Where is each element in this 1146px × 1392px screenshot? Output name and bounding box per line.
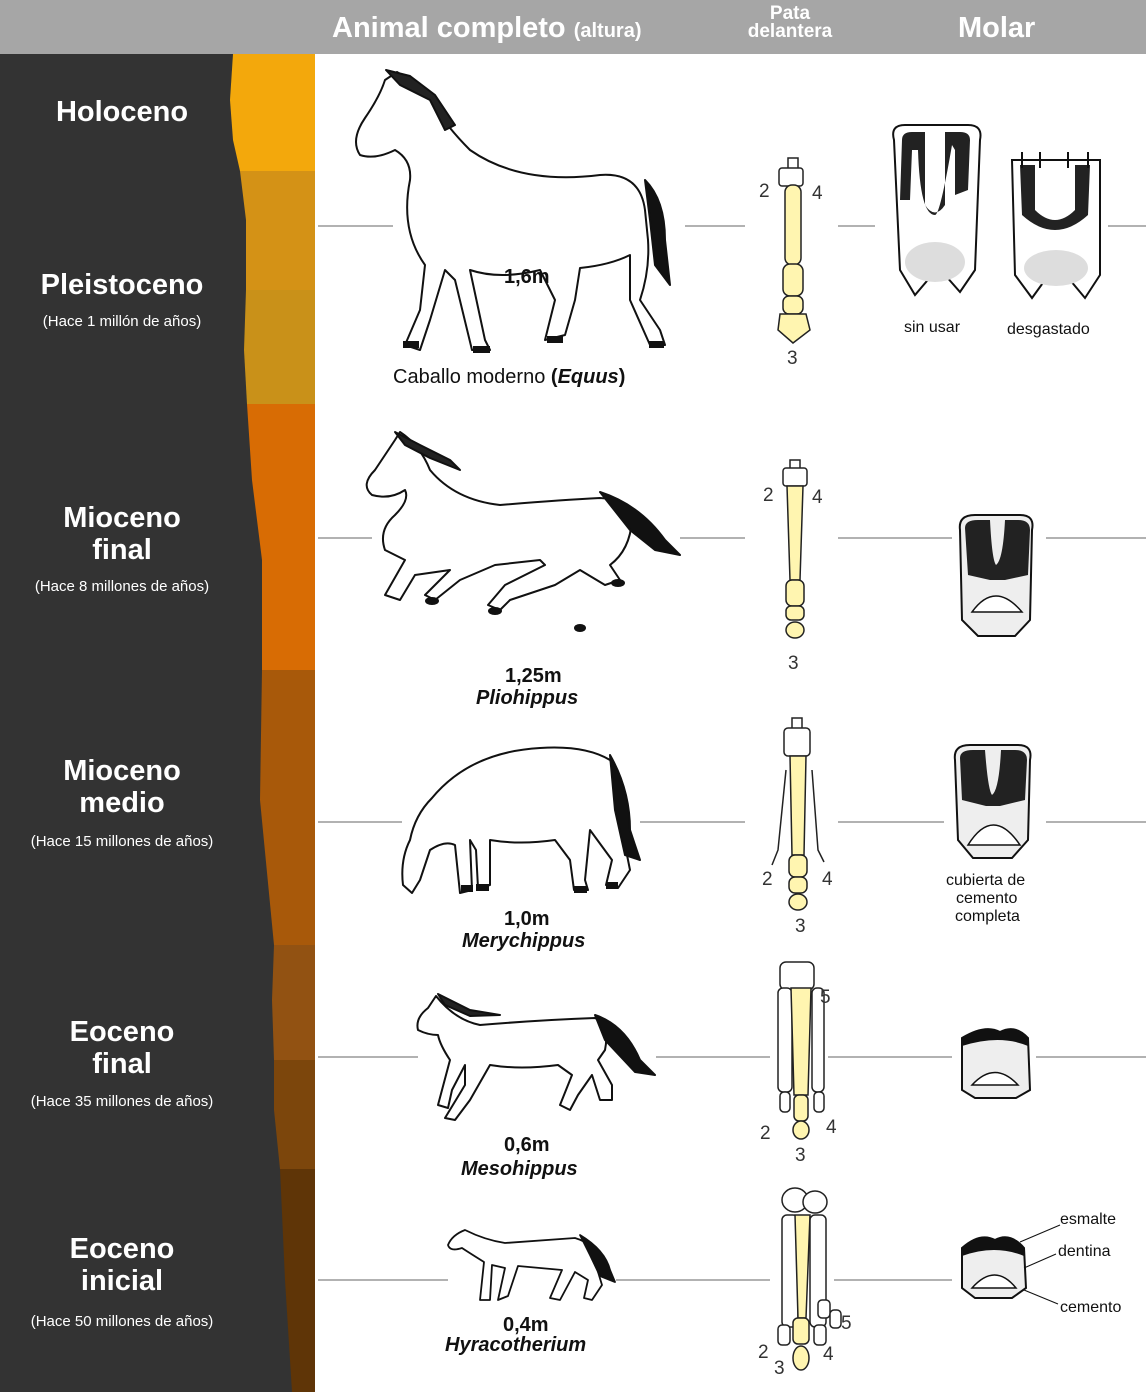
digit-3-merychippus: 3 [795,916,806,937]
height-equus: 1,6m [504,266,550,288]
molar-mesohippus [962,1029,1030,1098]
molar-label-cement-2: cemento [956,890,1018,907]
era-eoceno-final: Eoceno final [69,1016,175,1080]
digit-3-hyracotherium: 3 [774,1358,785,1379]
era-mioceno-medio: Mioceno medio [63,755,181,819]
leg-mesohippus [778,962,824,1139]
era-mioceno-medio-age: (Hace 15 millones de años) [30,833,214,850]
era-pleistoceno: Pleistoceno [40,269,204,301]
digit-5-mesohippus: 5 [820,987,831,1008]
molar-label-enamel: esmalte [1060,1211,1117,1228]
digit-4-mesohippus: 4 [826,1117,837,1138]
stratum-pleistoceno-upper [240,171,315,290]
leg-equus [778,158,810,343]
species-merychippus: Merychippus [462,930,586,952]
height-pliohippus: 1,25m [505,665,562,687]
digit-5-hyracotherium: 5 [841,1313,852,1334]
digit-3-pliohippus: 3 [788,653,799,674]
digit-2-merychippus: 2 [762,869,773,890]
header-height-note: (altura) [573,20,642,42]
digit-3-equus: 3 [787,348,798,369]
enamel-pointer [1020,1225,1060,1242]
stratum-eoceno-final-lower [274,1060,315,1169]
geologic-strata [230,54,315,1392]
digit-3-mesohippus: 3 [795,1145,806,1166]
molar-label-worn: desgastado [1007,321,1090,338]
digit-4-hyracotherium: 4 [823,1344,834,1365]
era-holoceno: Holoceno [55,96,189,128]
molar-label-cement-3: completa [955,908,1020,925]
species-pliohippus: Pliohippus [476,687,579,709]
horse-hyracotherium [448,1230,615,1300]
digit-2-hyracotherium: 2 [758,1342,769,1363]
hooves [403,336,664,353]
digit-2-equus: 2 [759,181,770,202]
digit-4-merychippus: 4 [822,869,833,890]
molar-merychippus [955,745,1031,858]
molar-label-unused: sin usar [904,319,961,336]
species-mesohippus: Mesohippus [461,1158,578,1180]
leg-hyracotherium [778,1188,841,1370]
header-front-leg: Pata delantera [747,3,833,42]
horse-equus [356,70,670,353]
stratum-mioceno-medio [260,670,315,945]
height-merychippus: 1,0m [504,908,550,930]
molar-worn [1012,152,1100,298]
molar-hyracotherium [962,1225,1060,1304]
molar-label-dentin: dentina [1058,1243,1111,1260]
height-mesohippus: 0,6m [504,1134,550,1156]
era-mioceno-final: Mioceno final [63,502,181,566]
stratum-eoceno-inicial [280,1169,315,1392]
horse-merychippus [402,748,640,894]
name-equus: Caballo moderno (Equus) [393,366,626,388]
era-pleistoceno-age: (Hace 1 millón de años) [42,313,202,330]
stratum-eoceno-final-upper [272,945,315,1060]
molar-pliohippus [960,515,1033,636]
horse-mesohippus [417,994,655,1120]
species-equus: Equus [557,366,619,388]
leg-pliohippus [783,460,807,638]
digit-4-pliohippus: 4 [812,487,823,508]
era-mioceno-final-age: (Hace 8 millones de años) [34,578,210,595]
leg-merychippus [772,718,824,910]
height-hyracotherium: 0,4m [503,1314,549,1336]
molar-label-cement-1: cubierta de [946,872,1026,889]
era-eoceno-inicial-age: (Hace 50 millones de años) [30,1313,214,1330]
molar-label-cement: cemento [1060,1299,1122,1316]
header-molar: Molar [958,12,1036,44]
species-hyracotherium: Hyracotherium [445,1334,587,1356]
name-equus-prefix: Caballo moderno [393,366,546,388]
molar-unused [893,125,980,295]
era-eoceno-final-age: (Hace 35 millones de años) [30,1093,214,1110]
cement-pointer [1024,1290,1058,1304]
stratum-mioceno-final [247,404,315,670]
dentin-pointer [1024,1254,1056,1268]
header-complete-animal: Animal completo (altura) [332,12,642,44]
stratum-pleistoceno-lower [244,290,315,404]
horse-pliohippus [367,432,680,632]
era-eoceno-inicial: Eoceno inicial [69,1233,175,1297]
digit-2-pliohippus: 2 [763,485,774,506]
digit-4-equus: 4 [812,183,823,204]
digit-2-mesohippus: 2 [760,1123,771,1144]
